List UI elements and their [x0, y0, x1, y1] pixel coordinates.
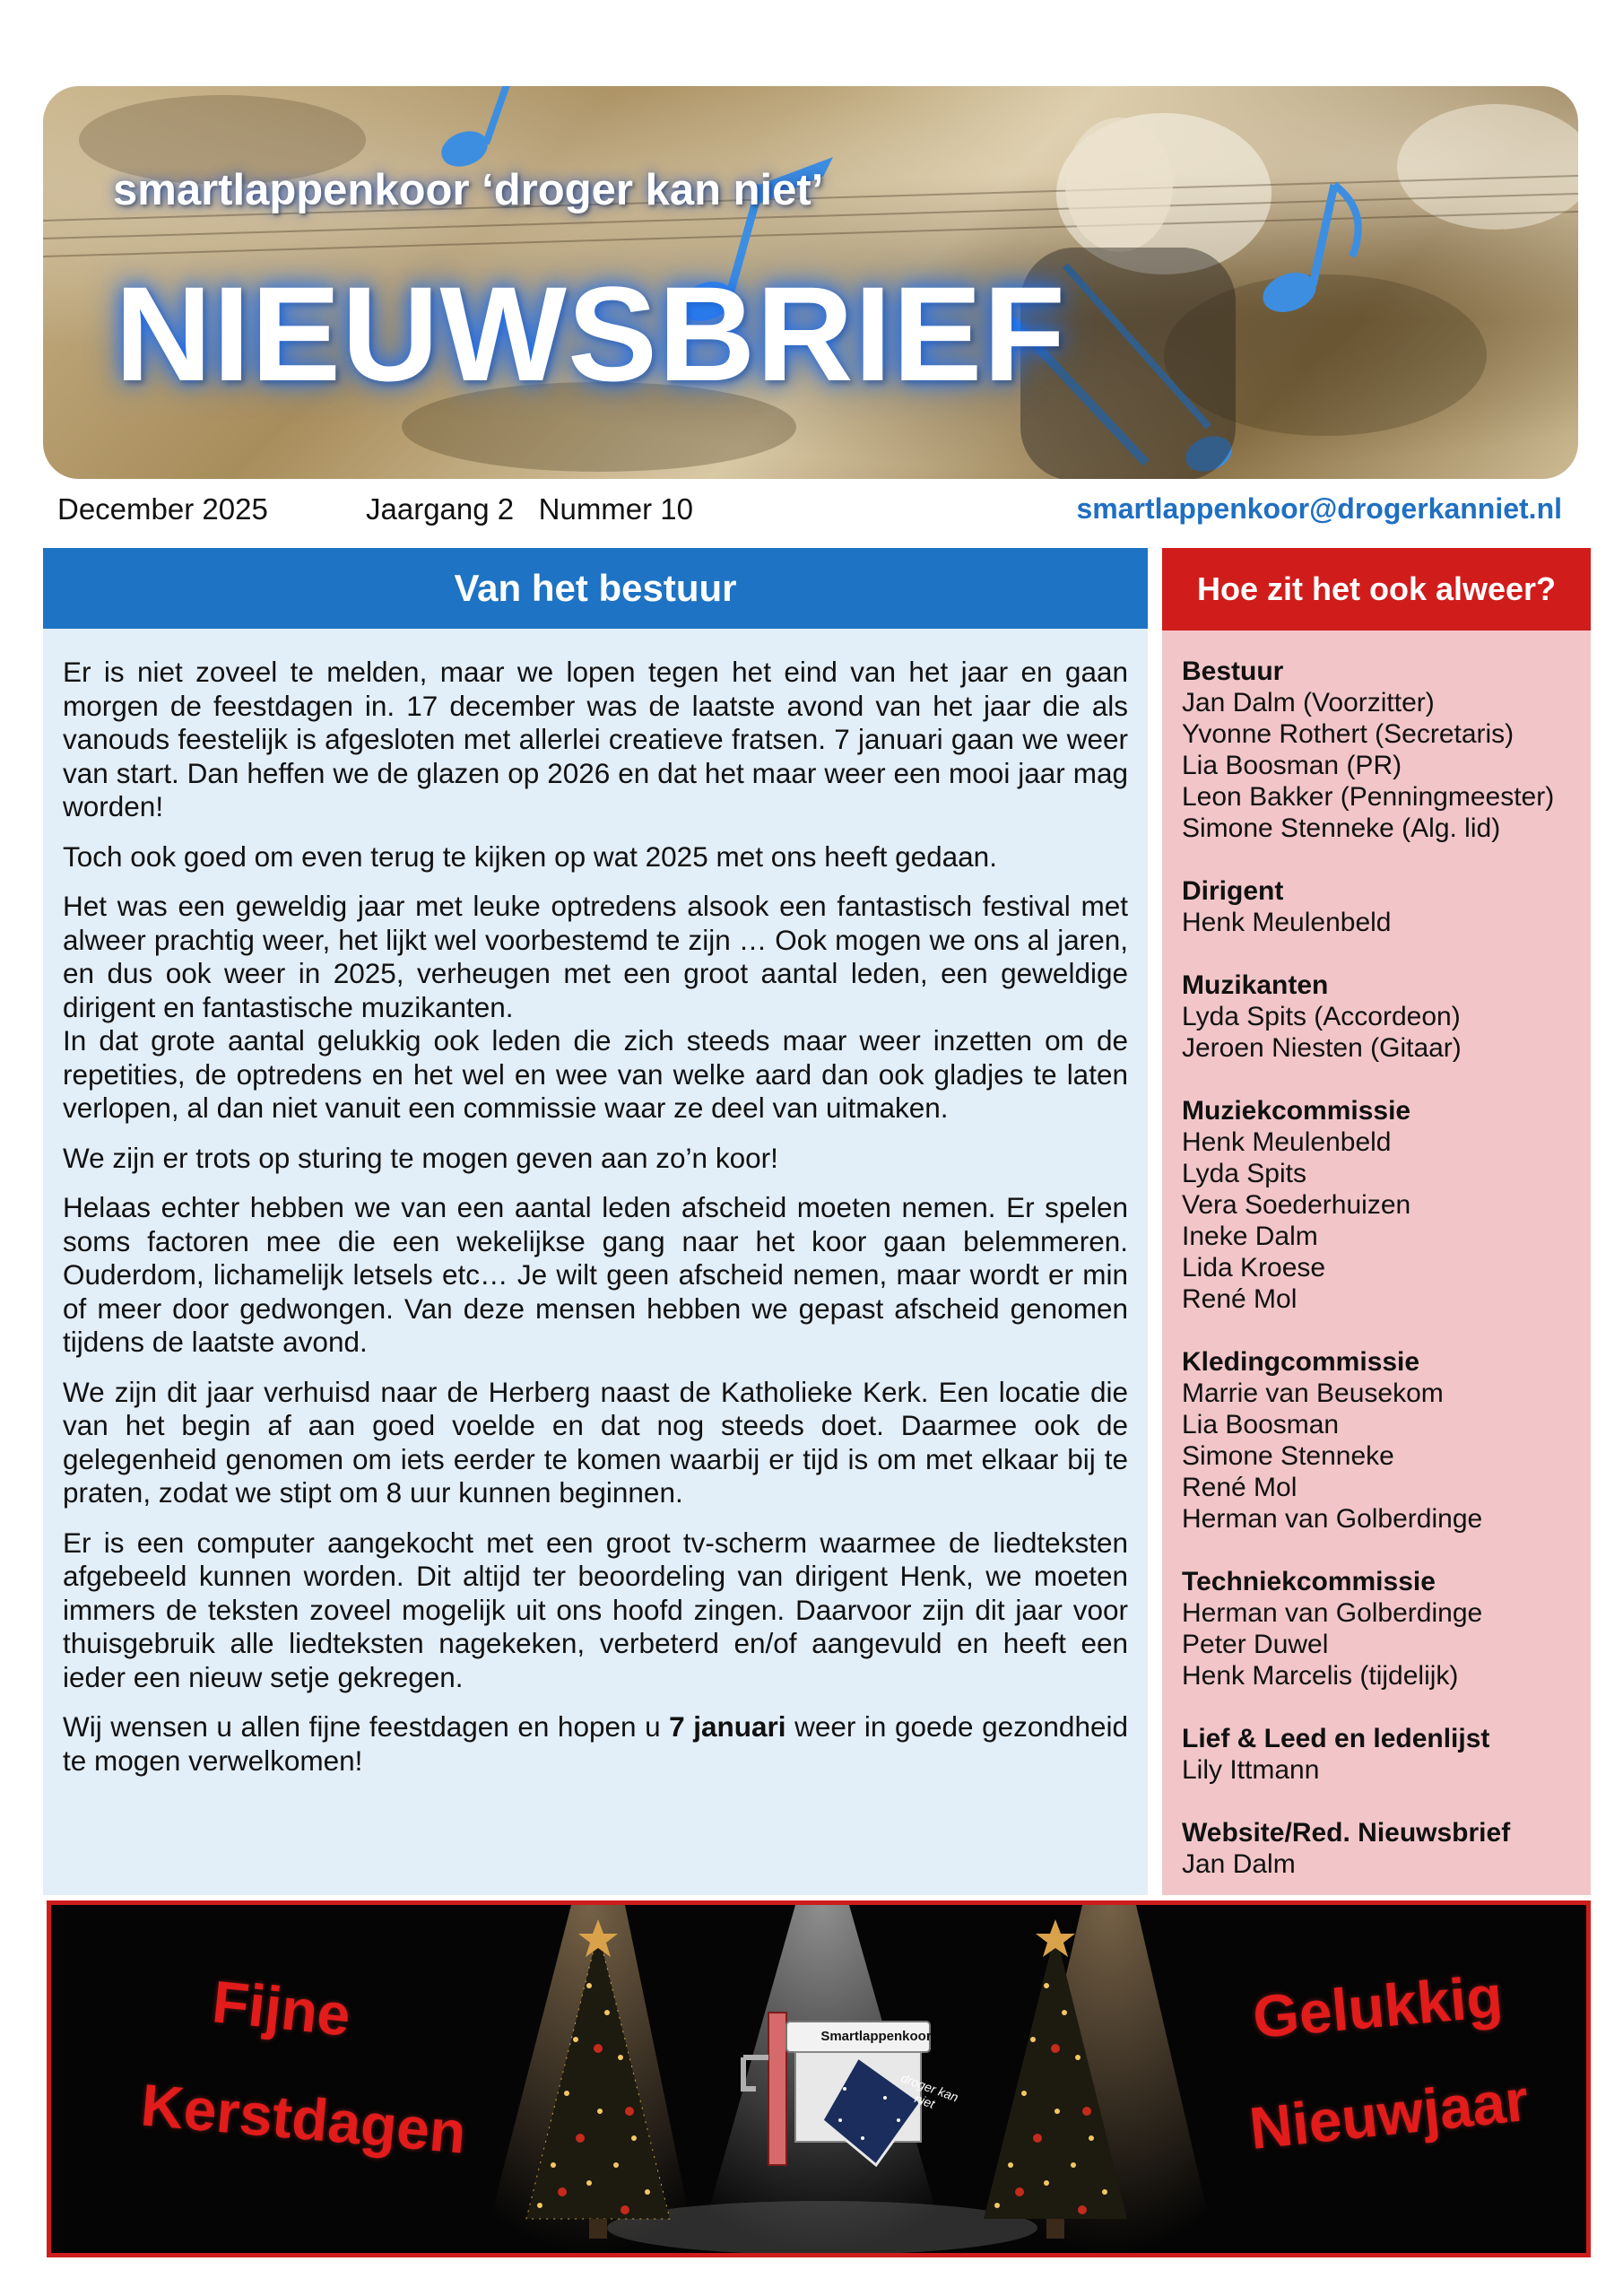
side-group-item: Lyda Spits — [1182, 1159, 1306, 1188]
christmas-banner — [47, 1900, 1591, 2257]
choir-name: smartlappenkoor ‘droger kan niet’ — [113, 166, 824, 214]
restart-date: 7 januari — [669, 1710, 786, 1743]
paragraph: In dat grote aantal gelukkig ook leden die zich steeds maar weer inzetten om de repetities, de optredens en het wel en wee van welke aard dan ook gladjes te laten verlopen, al dan niet vanuit een commissie waar ze deel van uitmaken. — [63, 1024, 1128, 1124]
side-group-item: Herman van Golberdinge — [1182, 1598, 1483, 1628]
closing-text: weer in goede gezondheid te mogen verwelkomen! — [63, 1710, 1128, 1777]
paragraph: Er is niet zoveel te melden, maar we lopen tegen het eind van het jaar en gaan morgen de feestdagen in. 17 december was de laatste avond van het jaar die als vanouds feestelijk is afgesloten met allerlei creatieve fratsen. 7 januari gaan we weer van start. Dan heffen we de glazen op 2026 en dat het maar weer een mooi jaar mag worden! — [63, 656, 1128, 822]
paragraph: Het was een geweldig jaar met leuke optredens alsook een fantastisch festival met alweer prachtig weer, het lijkt wel voorbestemd te zijn … Ook mogen we ons al jaren, en dus ook weer in 2025, verheugen met een groot aantal leden, een geweldige dirigent en fantastische muzikanten. — [63, 890, 1128, 1023]
side-group-title: Dirigent — [1182, 876, 1284, 906]
side-group-title: Techniekcommissie — [1182, 1567, 1436, 1596]
side-section-body — [1162, 631, 1591, 1895]
greeting-gelukkig: Gelukkig — [1250, 1961, 1506, 2051]
side-group-item: Ineke Dalm — [1182, 1222, 1318, 1251]
logo-subtext: droger kan niet — [898, 2070, 960, 2111]
christmas-illustration — [51, 1905, 1586, 2253]
side-group-item: René Mol — [1182, 1473, 1298, 1502]
closing-text: Wij wensen u allen fijne feestdagen en hopen u — [63, 1710, 670, 1743]
side-group-item: Lida Kroese — [1182, 1253, 1326, 1283]
paragraph: Er is een computer aangekocht met een groot tv-scherm waarmee de liedteksten afgebeeld kunnen worden. Dit altijd ter beoordeling van dirigent Henk, we moeten immers de teksten zoveel mogelijk uit ons hoofd zingen. Daarvoor zijn dit jaar voor thuisgebruik alle liedteksten nagekeken, verbeterd en/of aangevuld en heeft een ieder een nieuw setje gekregen. — [63, 1526, 1128, 1693]
side-group-item: Marrie van Beusekom — [1182, 1378, 1444, 1408]
side-group — [1182, 1817, 1571, 1880]
side-group-item: Jan Dalm (Voorzitter) — [1182, 688, 1435, 718]
paragraph: Toch ook goed om even terug te kijken op wat 2025 met ons heeft gedaan. — [63, 839, 997, 873]
side-group-item: Vera Soederhuizen — [1182, 1190, 1411, 1220]
side-group-item: Lia Boosman (PR) — [1182, 751, 1402, 780]
closing-paragraph — [63, 1710, 1128, 1778]
main-section-header: Van het bestuur — [43, 548, 1148, 629]
side-group-item: Yvonne Rothert (Secretaris) — [1182, 719, 1515, 749]
greeting-nieuwjaar: Nieuwjaar — [1245, 2066, 1532, 2162]
side-group — [1182, 1095, 1571, 1315]
side-group-title: Lief & Leed en ledenlijst — [1182, 1724, 1490, 1753]
side-section-header: Hoe zit het ook alweer? — [1162, 548, 1591, 631]
side-group — [1182, 656, 1571, 844]
side-group-item: Jeroen Niesten (Gitaar) — [1182, 1033, 1462, 1063]
side-group-title: Website/Red. Nieuwsbrief — [1182, 1818, 1511, 1848]
side-group-item: Peter Duwel — [1182, 1630, 1329, 1659]
side-group-item: Henk Meulenbeld — [1182, 908, 1392, 937]
paragraph: We zijn er trots op sturing te mogen geven aan zo’n koor! — [63, 1141, 778, 1174]
issue-date: December 2025 — [57, 492, 268, 526]
side-group-title: Muzikanten — [1182, 970, 1329, 1000]
side-group-item: Herman van Golberdinge — [1182, 1504, 1483, 1534]
greeting-kerstdagen: Kerstdagen — [138, 2071, 469, 2166]
side-group-item: Lia Boosman — [1182, 1410, 1340, 1439]
paragraph: Helaas echter hebben we van een aantal leden afscheid moeten nemen. Er spelen soms factoren mee die een wekelijkse gang naar het koor gaan belemmeren. Ouderdom, lichamelijk letsels etc… Je wilt geen afscheid nemen, maar wordt er min of meer door gedwongen. Van deze mensen hebben we gepast afscheid genomen tijdens de laatste avond. — [63, 1191, 1128, 1358]
greeting-fijne: Fijne — [209, 1968, 354, 2048]
logo-text: Smartlappenkoor — [820, 2029, 932, 2044]
side-group — [1182, 1566, 1571, 1692]
side-group-item: Lyda Spits (Accordeon) — [1182, 1002, 1461, 1031]
side-group-item: Jan Dalm — [1182, 1849, 1296, 1879]
newsletter-title: NIEUWSBRIEF — [115, 258, 1066, 409]
side-group — [1182, 1723, 1571, 1786]
side-group-item: Lily Ittmann — [1182, 1755, 1320, 1785]
side-group-item: Henk Meulenbeld — [1182, 1127, 1392, 1157]
contact-email-link[interactable]: smartlappenkoor@drogerkanniet.nl — [1076, 492, 1562, 525]
paragraph: We zijn dit jaar verhuisd naar de Herberg naast de Katholieke Kerk. Een locatie die van het begin af aan goed voelde en dat nog steeds doet. Daarmee ook de gelegenheid genomen om iets eerder te komen waarbij er tijd is om met elkaar bij te praten, zodat we stipt om 8 uur kunnen beginnen. — [63, 1375, 1128, 1509]
side-group-item: Leon Bakker (Penningmeester) — [1182, 782, 1555, 812]
side-group-item: Simone Stenneke — [1182, 1441, 1394, 1471]
side-group-title: Bestuur — [1182, 657, 1284, 686]
issue-number: Jaargang 2 Nummer 10 — [366, 492, 694, 526]
side-group-item: Henk Marcelis (tijdelijk) — [1182, 1661, 1459, 1691]
main-section-body — [43, 629, 1148, 1895]
side-group — [1182, 1346, 1571, 1535]
side-group-item: René Mol — [1182, 1284, 1298, 1314]
side-group-item: Simone Stenneke (Alg. lid) — [1182, 813, 1501, 843]
side-group-title: Muziekcommissie — [1182, 1096, 1411, 1126]
side-group — [1182, 970, 1571, 1064]
side-group — [1182, 875, 1571, 938]
side-group-title: Kledingcommissie — [1182, 1347, 1420, 1377]
header-banner — [43, 86, 1578, 479]
